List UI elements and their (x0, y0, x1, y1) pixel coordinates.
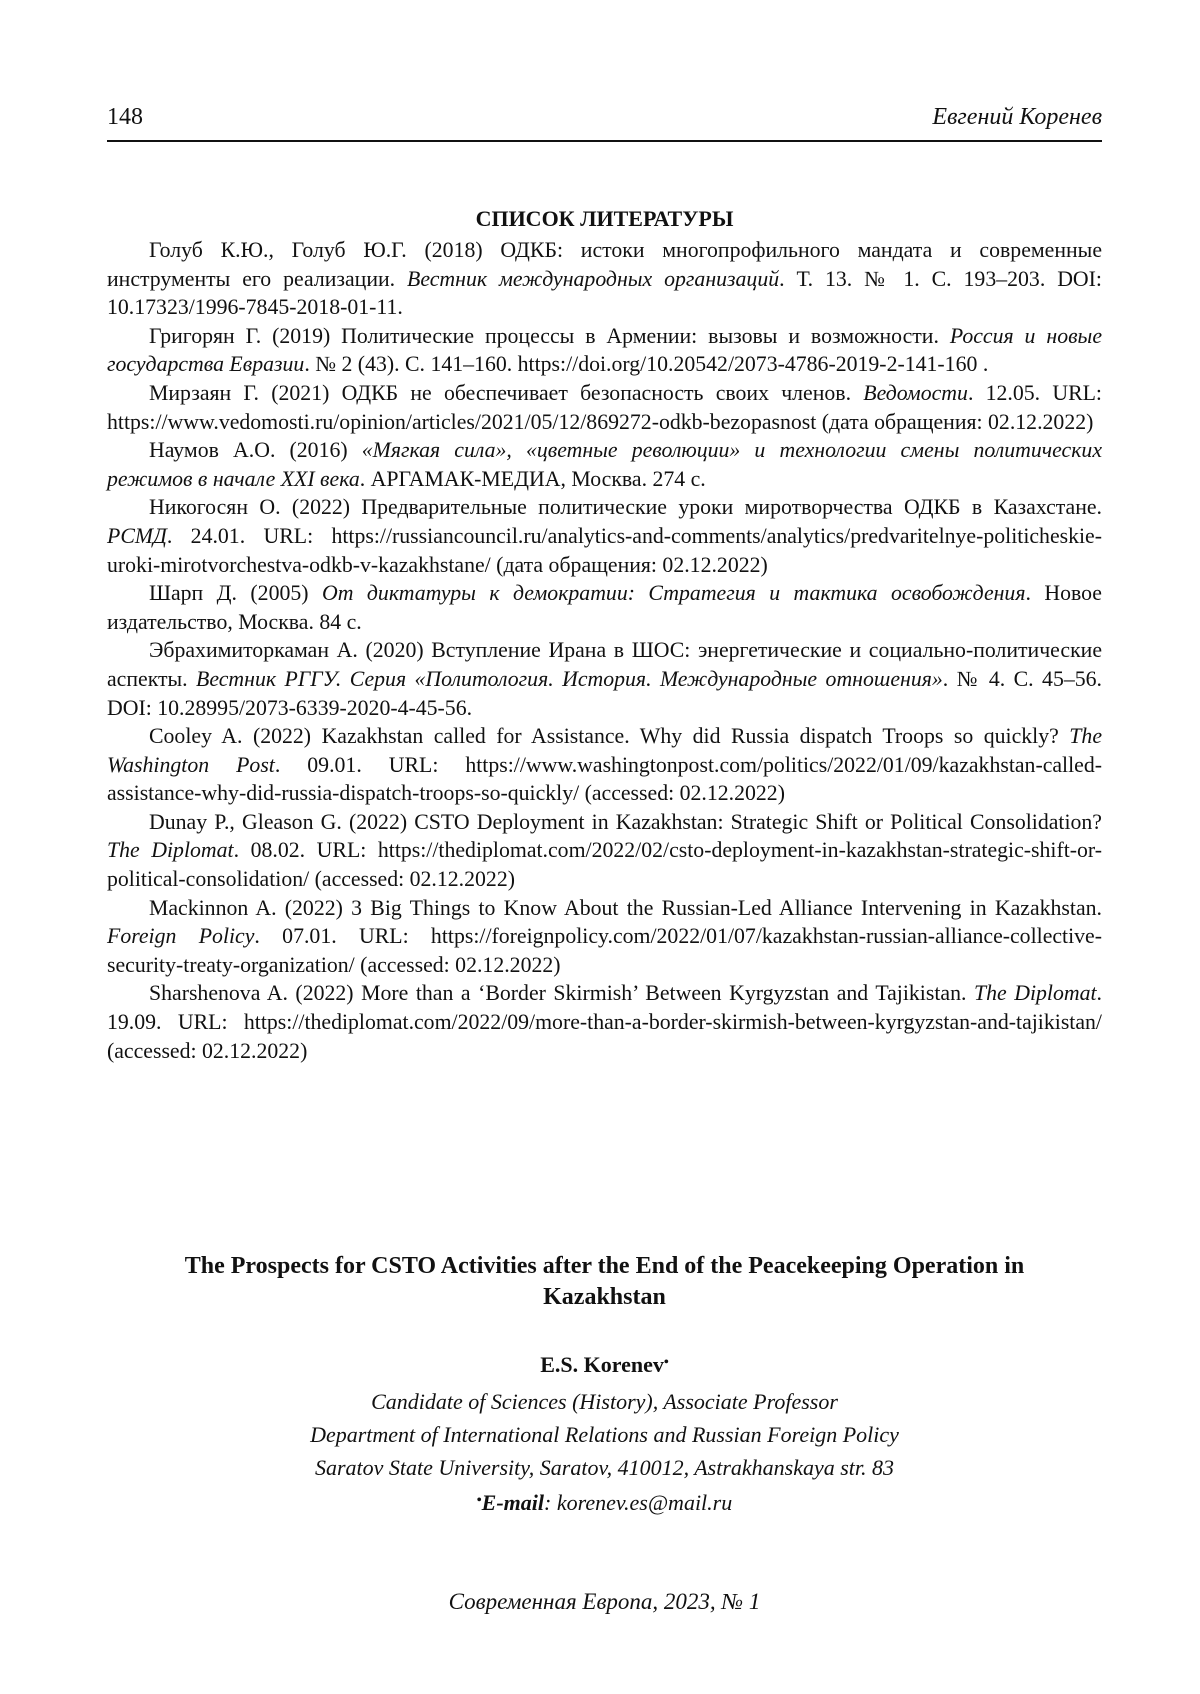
reference-item (107, 636, 1102, 722)
reference-details: . № 2 (43). С. 141–160. https://doi.org/10.20542/2073-4786-2019-2-141-160 . (304, 352, 989, 377)
author-department: Department of International Relations and Russian Foreign Policy (310, 1422, 899, 1447)
reference-details: . Новое издательство, Москва. 84 с. (107, 581, 1102, 634)
reference-text: Голуб К.Ю., Голуб Ю.Г. (2018) ОДКБ: истоки многопрофильного мандата и современные инструменты его реализации. (107, 238, 1102, 291)
reference-source: Вестник РГГУ. Серия «Политология. История. Международные отношения» (196, 666, 943, 691)
author-university: Saratov State University, Saratov, 410012, Astrakhanskaya str. 83 (314, 1455, 895, 1480)
reference-item (107, 236, 1102, 322)
journal-footer: Современная Европа, 2023, № 1 (448, 1589, 761, 1614)
header-divider (107, 140, 1102, 142)
reference-details: . АРГАМАК-МЕДИА, Москва. 274 с. (359, 466, 706, 491)
reference-text: Григорян Г. (2019) Политические процессы в Армении: вызовы и возможности. (149, 323, 950, 348)
running-header (107, 102, 1102, 132)
reference-text: Dunay P., Gleason G. (2022) CSTO Deployment in Kazakhstan: Strategic Shift or Political Consolidation? (149, 809, 1102, 834)
reference-source: Foreign Policy (107, 924, 255, 949)
reference-item (107, 379, 1102, 436)
reference-item (107, 436, 1102, 493)
reference-source: The Diplomat (973, 981, 1097, 1006)
reference-source: Вестник международных организаций (407, 266, 780, 291)
english-abstract-header (107, 1251, 1102, 1519)
reference-source: Ведомости (863, 380, 968, 405)
reference-source: Россия и новые государства Евразии (107, 323, 1102, 377)
author-name-text: E.S. Korenev (540, 1352, 664, 1377)
reference-item (107, 322, 1102, 379)
reference-item (107, 808, 1102, 894)
reference-source: The Diplomat (107, 838, 234, 863)
author-footnote-marker: • (663, 1355, 669, 1370)
reference-item (107, 979, 1102, 1065)
reference-text: Наумов А.О. (2016) (149, 438, 362, 463)
email-footnote-marker: • (476, 1493, 482, 1508)
reference-text: Mackinnon A. (2022) 3 Big Things to Know About the Russian-Led Alliance Intervening in Kazakhstan. (149, 895, 1102, 920)
page-number: 148 (107, 104, 143, 130)
reference-list-title: СПИСОК ЛИТЕРАТУРЫ (475, 206, 734, 231)
reference-text: Никогосян О. (2022) Предварительные политические уроки миротворчества ОДКБ в Казахстане. (149, 495, 1102, 520)
reference-text: Шарп Д. (2005) (149, 581, 322, 606)
reference-details: . 24.01. URL: https://russiancouncil.ru/analytics-and-comments/analytics/predvaritelnye-politicheskie-uroki-mirotvorchestva-odkb-v-kazakhstane/ (дата обращения: 02.12.2022) (107, 523, 1102, 577)
reference-item (107, 722, 1102, 808)
reference-source: «Мягкая сила», «цветные революции» и технологии смены политических режимов в начале XXI века (107, 438, 1102, 491)
reference-text: Cooley A. (2022) Kazakhstan called for Assistance. Why did Russia dispatch Troops so quickly? (149, 724, 1070, 749)
email-address: : korenev.es@mail.ru (544, 1490, 733, 1515)
email-label: E-mail (481, 1490, 544, 1515)
reference-text: Sharshenova A. (2022) More than a ‘Border Skirmish’ Between Kyrgyzstan and Tajikistan. (149, 981, 974, 1006)
reference-source: The Washington Post (107, 724, 1102, 777)
reference-details: . № 4. С. 45–56. DOI: 10.28995/2073-6339-2020-4-45-56. (107, 666, 1102, 720)
reference-source: От диктатуры к демократии: Стратегия и тактика освобождения (321, 581, 1026, 606)
reference-source: РСМД (107, 523, 167, 548)
reference-details: . 19.09. URL: https://thediplomat.com/2022/09/more-than-a-border-skirmish-between-kyrgyzstan-and-tajikistan/ (accessed: 02.12.2022) (107, 981, 1102, 1063)
author-name (107, 1349, 1102, 1379)
journal-page (107, 0, 1102, 1694)
reference-item (107, 493, 1102, 579)
reference-details: . 07.01. URL: https://foreignpolicy.com/2022/01/07/kazakhstan-russian-alliance-collective-security-treaty-organization/ (accessed: 02.12.2022) (107, 924, 1102, 977)
reference-text: Мирзаян Г. (2021) ОДКБ не обеспечивает безопасность своих членов. (149, 380, 864, 405)
reference-details: . 09.01. URL: https://www.washingtonpost.com/politics/2022/01/09/kazakhstan-called-assistance-why-did-russia-dispatch-troops-so-quickly/ (accessed: 02.12.2022) (107, 752, 1102, 806)
reference-item (107, 894, 1102, 980)
author-email (107, 1484, 1102, 1519)
author-degree: Candidate of Sciences (History), Associate Professor (371, 1389, 838, 1414)
paper-title: The Prospects for CSTO Activities after the End of the Peacekeeping Operation in Kazakhstan (184, 1253, 1025, 1310)
reference-details: . 12.05. URL: https://www.vedomosti.ru/opinion/articles/2021/05/12/869272-odkb-bezopasnost (дата обращения: 02.12.2022) (107, 380, 1102, 434)
running-header-author: Евгений Коренев (932, 104, 1102, 130)
reference-list (107, 205, 1102, 1065)
reference-item (107, 579, 1102, 636)
reference-details: . 08.02. URL: https://thediplomat.com/2022/02/csto-deployment-in-kazakhstan-strategic-shift-or-political-consolidation/ (accessed: 02.12.2022) (107, 838, 1102, 892)
reference-details: . Т. 13. № 1. С. 193–203. DOI: 10.17323/1996-7845-2018-01-11. (107, 266, 1102, 320)
reference-text: Эбрахимиторкаман А. (2020) Вступление Ирана в ШОС: энергетические и социально-политические аспекты. (107, 638, 1102, 691)
